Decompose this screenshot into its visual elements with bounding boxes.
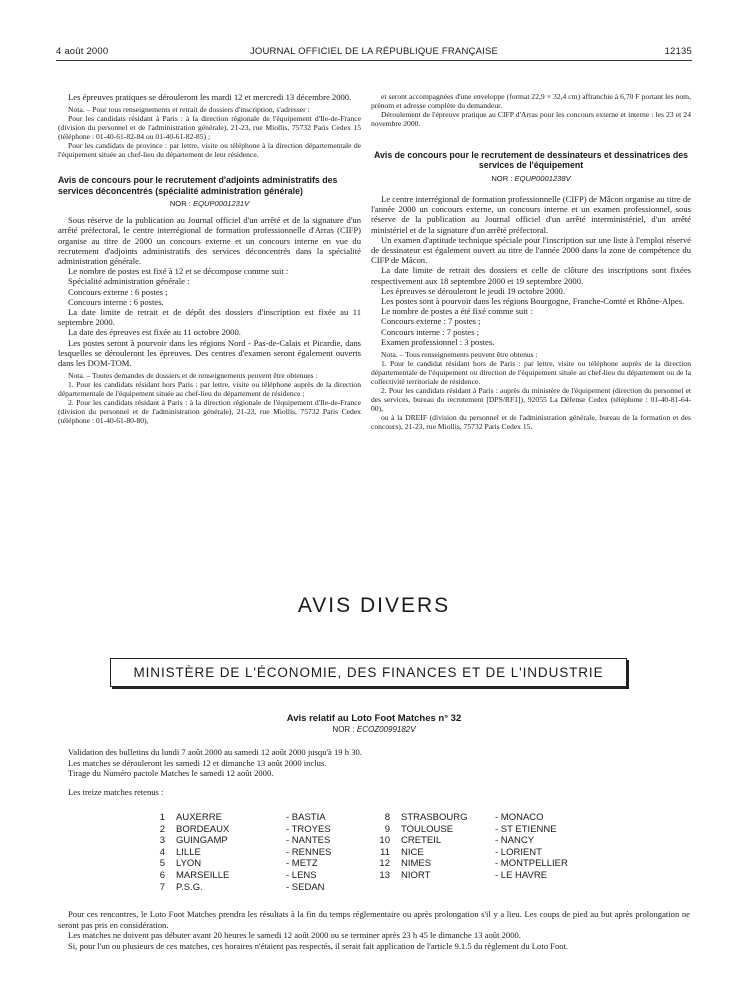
note-line: 2. Pour les candidats résidant à Paris : auprès du ministère de l'équipement (direction du personnel et des services, bureau du recrutement [DPS/RF1]), 92055 La Défense Cedex (téléphone : 01-40-81-64-00), [371,386,691,414]
match-home-team: NIMES [401,858,432,870]
nor-reference: NOR : ECOZ0099182V [332,725,416,734]
note-line: ou à la DREIF (division du personnel et de l'administration générale, bureau de la formation et des concours), 21-23, rue Miollis, 75732 Paris Cedex 15. [371,413,691,432]
list-item: Examen professionnel : 3 postes. [381,336,495,347]
note-line: 2. Pour les candidats résidant à Paris : à la direction régionale de l'équipement d'Ile-de-France (division du personnel et de l'administration générale), 21-23, rue Miollis, 75732 Paris Cedex (téléphone : 01-40-61-80-80), [58,398,361,426]
paragraph: Le nombre de postes a été fixé comme suit : [381,306,533,317]
paragraph: Les matches ne doivent pas débuter avant 20 heures le samedi 12 août 2000 ou se terminer après 23 h 45 le dimanche 13 août 2000. [68,930,521,941]
note-line: et seront accompagnées d'une enveloppe (format 22,9 × 32,4 cm) affranchie à 6,70 F portant les nom, prénom et adresse complète du demandeur. [371,92,691,110]
note-block [371,350,691,431]
match-home-team: STRASBOURG [401,812,468,823]
header-date: 4 août 2000 [56,46,109,57]
match-number: 3 [159,835,165,847]
section-title: Avis de concours pour le recrutement de dessinateurs et dessinatrices des services de l'équipement [373,150,689,171]
list-item: Concours interne : 7 postes ; [381,326,480,337]
paragraph: La date des épreuves est fixée au 11 octobre 2000. [68,327,241,338]
match-away-team: - SEDAN [286,881,325,893]
nor-reference: NOR : EQUP0001238V [491,173,571,183]
match-away-team: - TROYES [286,823,331,835]
paragraph: Les postes seront à pourvoir dans les régions Nord - Pas-de-Calais et Picardie, dans lesquelles se dérouleront les épreuves. Des centres d'examen seront également ouverts dans les DOM-TOM. [58,337,361,369]
note-line: 1. Pour le candidat résidant hors de Paris : par lettre, visite ou téléphone auprès de la direction départementale de l'équipement ou direction de l'équipement située au chef-lieu du département ou de la collectivité territoriale de résidence. [371,359,691,387]
note-line: Déroulement de l'épreuve pratique au CIFP d'Arras pour les concours externe et interne : les 23 et 24 novembre 2000. [371,110,691,128]
match-home-team: NIORT [401,870,431,881]
match-home-team: CRETEIL [401,835,442,847]
match-away-team: - LE HAVRE [495,870,548,881]
match-number: 1 [159,812,165,823]
avis-divers-heading: AVIS DIVERS [297,594,451,617]
nor-code: EQUP0001238V [514,173,571,183]
matches-label: Les treize matches retenus : [68,787,164,797]
header-rule [56,60,692,61]
match-away-team: - BASTIA [286,812,326,823]
paragraph: Les postes sont à pourvoir dans les régions Bourgogne, Franche-Comté et Rhône-Alpes. [381,296,685,307]
section-title: Avis de concours pour le recrutement d'adjoints administratifs des services déconcentrés (spécialité administration générale) [58,175,338,196]
match-number: 13 [379,870,390,881]
loto-title: Avis relatif au Loto Foot Matches n° 32 [286,713,462,724]
paragraph: La date limite de retrait et de dépôt des dossiers d'inscription est fixée au 11 septembre 2000. [58,307,361,328]
match-home-team: LILLE [176,846,201,858]
match-home-team: P.S.G. [176,881,203,893]
match-number: 5 [159,858,165,870]
match-away-team: - MONACO [495,812,544,823]
paragraph: Si, pour l'un ou plusieurs de ces matches, ces horaires n'étaient pas respectés, il serait fait application de l'article 9.1.5 du règlement du Loto Foot. [68,940,569,951]
match-away-team: - METZ [286,858,318,870]
matches-label-wrap [58,787,698,798]
list-item: Concours externe : 7 postes ; [381,316,481,327]
paragraph: Le nombre de postes est fixé à 12 et se décompose comme suit : [68,266,289,277]
note-line: Pour les candidats de province : par lettre, visite ou téléphone à la direction départementale de l'équipement située au chef-lieu du département de leur résidence. [58,141,361,160]
note-line: 1. Pour les candidats résidant hors Paris : par lettre, visite ou téléphone auprès de la direction départementale de l'équipement située au chef-lieu du département de résidence ; [58,380,361,399]
note-line: Nota. – Tous renseignements peuvent être obtenus : [381,350,538,360]
match-away-team: - NANCY [495,835,535,847]
match-number: 10 [379,835,390,847]
match-number: 9 [384,823,390,835]
list-item: Concours externe : 6 postes ; [68,286,168,297]
nor-reference: NOR : EQUP0001231V [169,199,250,209]
list-item: Spécialité administration générale : [68,276,190,287]
nor-code: ECOZ0099182V [356,725,416,734]
match-away-team: - LORIENT [495,846,542,858]
paragraph: Tirage du Numéro pactole Matches le samedi 12 août 2000. [68,768,274,778]
match-number: 12 [379,858,390,870]
loto-intro [58,747,698,779]
header-page-number: 12135 [664,46,692,57]
note-block [58,105,361,159]
right-column [371,92,691,431]
match-away-team: - RENNES [286,846,332,858]
note-block [371,92,691,128]
match-away-team: - MONTPELLIER [495,858,568,870]
paragraph: Un examen d'aptitude technique spéciale pour l'inscription sur une liste à l'emploi réservé de dessinateur est également ouvert au titre de l'année 2000 dans la zone de compétence du CIFP de Mâcon. [371,234,691,266]
note-line: Pour les candidats résidant à Paris : à la direction régionale de l'équipement d'Ile-de-France (division du personnel et de l'administration générale), 21-23, rue Miollis, 75732 Paris Cedex 15 (téléphone : 01-40-61-82-84 ou 01-40-61-82-85) ; [58,114,361,142]
ministry-box: MINISTÈRE DE L'ÉCONOMIE, DES FINANCES ET DE L'INDUSTRIE [110,658,627,687]
match-number: 4 [159,846,165,858]
match-away-team: - NANTES [286,835,331,847]
paragraph: Pour ces rencontres, le Loto Foot Matches prendra les résultats à la fin du temps réglementaire ou après prolongation s'il y a lieu. Les coups de pied au but après prolongation ne seront pas pris en considération. [58,909,690,930]
match-home-team: TOULOUSE [401,823,454,835]
note-line: Nota. – Toutes demandes de dossiers et de renseignements peuvent être obtenues : [68,371,318,381]
match-number: 7 [159,881,165,893]
nor-code: EQUP0001231V [193,199,250,209]
left-column [58,92,361,425]
match-home-team: NICE [401,846,424,858]
paragraph: Sous réserve de la publication au Journal officiel d'un arrêté et de la signature d'un arrêté préfectoral, le centre interrégional de formation professionnelle d'Arras (CIFP) organise au titre de 2000 un concours externe et un concours interne en vue du recrutement d'adjoints administratifs des services déconcentrés dans la spécialité administration générale. [58,215,361,267]
note-line: Nota. – Pour tous renseignements et retrait de dossiers d'inscription, s'adresser : [68,105,310,115]
paragraph: Les épreuves pratiques se dérouleront les mardi 12 et mercredi 13 décembre 2000. [68,92,352,102]
paragraph: La date limite de retrait des dossiers et celle de clôture des inscriptions sont fixées respectivement aux 18 septembre 2000 et 19 septembre 2000. [371,265,691,286]
match-number: 11 [380,846,390,858]
match-home-team: AUXERRE [176,812,222,823]
match-home-team: LYON [176,858,202,870]
match-away-team: - LENS [286,870,317,881]
paragraph: Les épreuves se dérouleront le jeudi 19 octobre 2000. [381,285,565,296]
match-home-team: BORDEAUX [176,823,230,835]
header-journal-title: JOURNAL OFFICIEL DE LA RÉPUBLIQUE FRANÇAISE [249,46,499,57]
match-away-team: - ST ETIENNE [495,823,557,835]
note-block [58,371,361,425]
match-number: 6 [159,870,165,881]
paragraph: Le centre interrégional de formation professionnelle (CIFP) de Mâcon organise au titre de l'année 2000 un concours externe, un concours interne et un examen professionnel, sous réserve de la publication au Journal officiel d'un arrêté interministériel, d'un arrêté ministériel et de la signature d'un arrêté préfectoral. [371,194,691,235]
match-home-team: GUINGAMP [176,835,228,847]
list-item: Concours interne : 6 postes. [68,296,164,307]
match-number: 8 [384,812,390,823]
match-home-team: MARSEILLE [176,870,230,881]
paragraph: Validation des bulletins du lundi 7 août 2000 au samedi 12 août 2000 jusqu'à 19 h 30. [68,747,362,757]
paragraph: Les matches se dérouleront les samedi 12 et dimanche 13 août 2000 inclus. [68,757,327,768]
match-number: 2 [159,823,165,835]
loto-outro [58,909,690,951]
